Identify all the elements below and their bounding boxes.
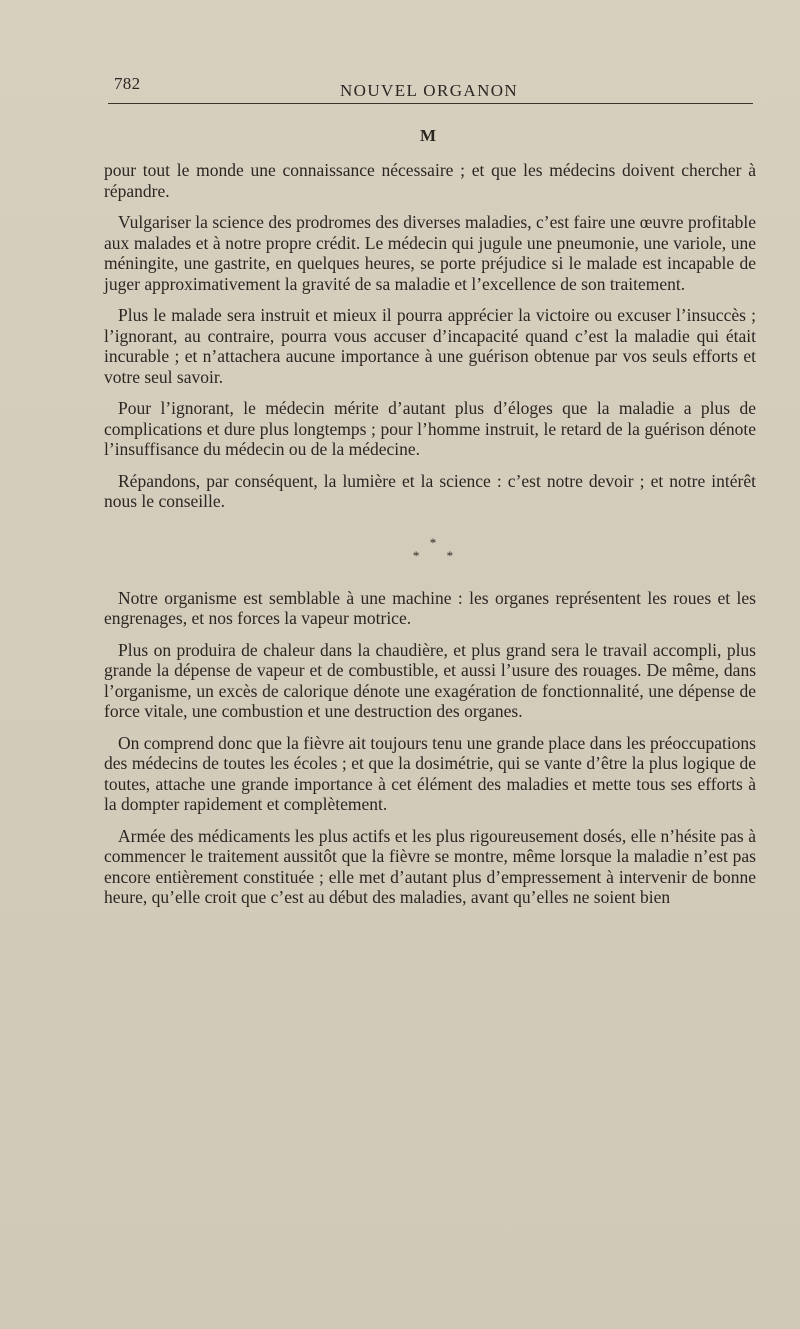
- paragraph: Vulgariser la science des prodromes des diverses maladies, c’est faire une œuvre profitable aux malades et à notre propre crédit. Le médecin qui jugule une pneumonie, une variole, une méningite, une gastrite, en quelques heures, se porte préjudice si le malade est incapable de juger approximativement la gravité de sa maladie et l’excellence de son traitement.: [104, 212, 756, 294]
- paragraph: Armée des médicaments les plus actifs et les plus rigoureusement dosés, elle n’hésite pas à commencer le traitement aussitôt que la fièvre se montre, même lorsque la maladie n’est pas encore entièrement constituée ; elle met d’autant plus d’empressement à intervenir de bonne heure, qu’elle croit que c’est au début des maladies, avant qu’elles ne soient bien: [104, 825, 756, 907]
- paragraph: Plus le malade sera instruit et mieux il pourra apprécier la victoire ou excuser l’insuccès ; l’ignorant, au contraire, pourra vous accuser d’incapacité quand c’est la maladie qui était incurable ; et n’attachera aucune importance à une guérison obtenue par vos seuls efforts et votre seul savoir.: [104, 305, 756, 387]
- body-text: [104, 160, 756, 919]
- asterism-bottom: * *: [412, 547, 466, 563]
- paragraph: pour tout le monde une connaissance nécessaire ; et que les médecins doivent chercher à répandre.: [104, 160, 756, 201]
- asterism-top: *: [429, 534, 437, 550]
- running-header: [108, 72, 753, 102]
- section-letter: M: [420, 126, 437, 145]
- paragraph: Répandons, par conséquent, la lumière et la science : c’est notre devoir ; et notre intérêt nous le conseille.: [104, 470, 756, 511]
- header-rule: [108, 103, 753, 104]
- running-title: NOUVEL ORGANON: [340, 81, 519, 100]
- page-number: 782: [114, 74, 141, 93]
- paragraph: Pour l’ignorant, le médecin mérite d’autant plus d’éloges que la maladie a plus de complications et dure plus longtemps ; pour l’homme instruit, le retard de la guérison dénote l’insuffisance du médecin ou de la médecine.: [104, 398, 756, 459]
- section-break-asterism: [104, 536, 756, 562]
- paragraph: On comprend donc que la fièvre ait toujours tenu une grande place dans les préoccupations des médecins de toutes les écoles ; et que la dosimétrie, qui se vante d’être la plus logique de toutes, attache une grande importance à cet élément des maladies et mette tous ses efforts à la dompter rapidement et complètement.: [104, 732, 756, 814]
- paragraph: Notre organisme est semblable à une machine : les organes représentent les roues et les engrenages, et nos forces la vapeur motrice.: [104, 587, 756, 628]
- paragraph: Plus on produira de chaleur dans la chaudière, et plus grand sera le travail accompli, plus grande la dépense de vapeur et de combustible, et aussi l’usure des rouages. De même, dans l’organisme, un excès de calorique dénote une exagération de fonctionnalité, une dépense de force vitale, une combustion et une destruction des organes.: [104, 639, 756, 721]
